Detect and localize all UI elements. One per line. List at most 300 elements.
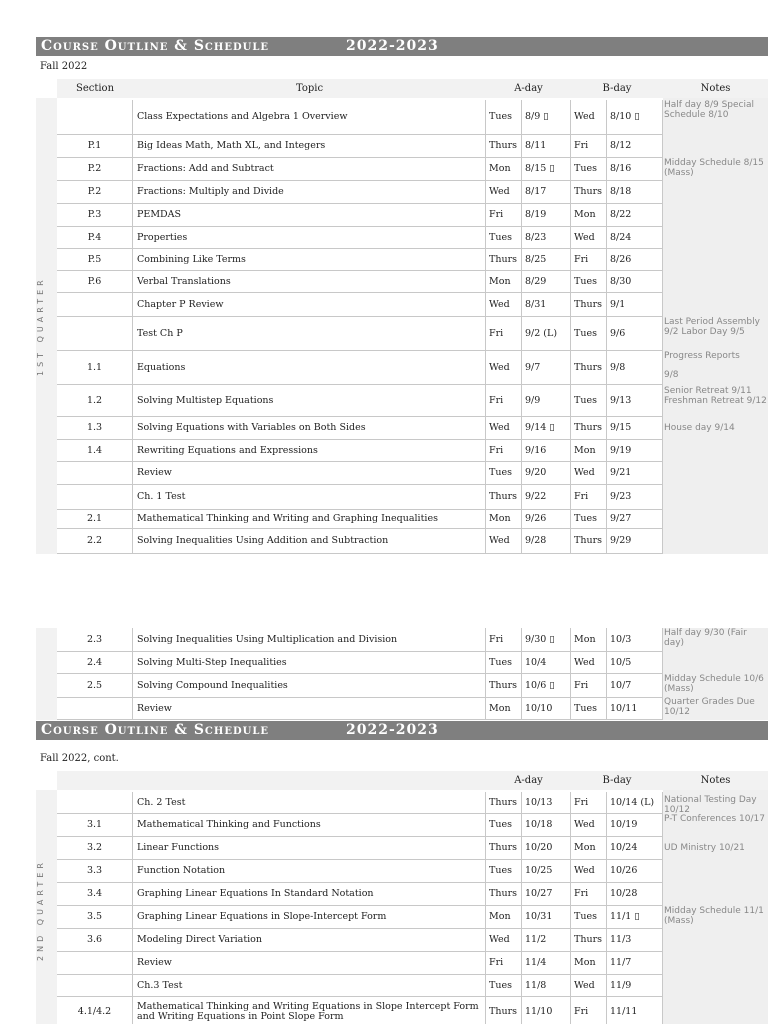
section-cell [57, 100, 133, 135]
a-date-cell-text: 10/4 [525, 656, 547, 668]
schedule-table-q2 [36, 771, 768, 1024]
b-date-cell [607, 837, 663, 860]
b-date-cell-text: 8/18 [610, 186, 632, 197]
note-text: Progress Reports [664, 351, 740, 361]
table-row [36, 417, 768, 440]
banner-year: 2022-2023 [346, 38, 439, 54]
a-day-cell-text: Fri [489, 633, 504, 645]
topic-cell [133, 698, 486, 720]
b-day-cell-text: Wed [574, 111, 595, 122]
b-date-cell-text: 11/7 [610, 957, 632, 968]
course-outline-banner [36, 37, 768, 56]
b-date-cell [607, 698, 663, 720]
table-row [36, 100, 768, 135]
topic-cell-text: Solving Inequalities Using Multiplication and Division [137, 633, 398, 645]
b-date-cell-text: 10/19 [610, 819, 638, 830]
b-date-cell [607, 417, 663, 440]
b-day-cell-text: Fri [574, 253, 589, 265]
a-day-cell-text: Fri [489, 209, 504, 220]
b-day-cell-text: Mon [574, 957, 596, 968]
table-row [36, 952, 768, 975]
table-row [36, 440, 768, 462]
note-text: Midday Schedule 10/6 (Mass) [664, 674, 764, 694]
b-date-cell-text: 11/11 [610, 1005, 638, 1017]
topic-cell-text: Mathematical Thinking and Writing and Graphing Inequalities [137, 513, 438, 524]
b-date-cell [607, 100, 663, 135]
topic-cell-text: Mathematical Thinking and Functions [137, 819, 321, 830]
b-date-cell [607, 814, 663, 837]
topic-cell-text: Combining Like Terms [137, 253, 246, 265]
note-text: Half day 8/9 Special Schedule 8/10 [664, 100, 754, 120]
topic-cell [133, 529, 486, 554]
topic-cell [133, 485, 486, 510]
a-date-cell [522, 837, 571, 860]
b-day-cell-text: Tues [574, 394, 597, 406]
section-cell-text: P.5 [87, 253, 102, 265]
b-date-cell-text: 9/19 [610, 444, 632, 456]
a-date-cell [522, 652, 571, 674]
topic-cell-text: Graphing Linear Equations in Slope-Intercept Form [137, 911, 387, 922]
section-cell-text: P.2 [87, 186, 102, 197]
a-date-cell [522, 814, 571, 837]
b-day-cell [571, 628, 607, 652]
topic-cell-text: Solving Multi-Step Inequalities [137, 656, 287, 668]
section-cell [57, 883, 133, 906]
section-cell-text: 3.4 [86, 888, 103, 899]
a-day-cell-text: Wed [489, 186, 510, 197]
b-day-cell [571, 860, 607, 883]
b-date-cell-text: 9/6 [610, 327, 626, 339]
section-cell [57, 792, 133, 814]
a-date-cell-text: 8/17 [525, 186, 547, 197]
a-day-cell [486, 792, 522, 814]
topic-cell-text: Review [137, 467, 172, 478]
b-day-cell-text: Tues [574, 275, 597, 287]
section-cell [57, 652, 133, 674]
a-date-cell [522, 485, 571, 510]
section-cell [57, 837, 133, 860]
b-date-cell [607, 135, 663, 158]
a-date-cell [522, 249, 571, 271]
schedule-table-cont [36, 628, 768, 720]
topic-cell-text: Review [137, 957, 172, 968]
a-day-cell [486, 698, 522, 720]
table-row [36, 351, 768, 385]
topic-cell [133, 929, 486, 952]
a-date-cell [522, 440, 571, 462]
section-cell [57, 462, 133, 485]
a-date-cell-text: 11/8 [525, 979, 547, 991]
b-date-cell-text: 8/12 [610, 140, 632, 151]
b-day-cell-text: Thurs [574, 934, 602, 945]
b-date-cell [607, 271, 663, 293]
b-day-cell-text: Wed [574, 467, 595, 478]
a-day-cell-text: Wed [489, 298, 510, 310]
a-day-cell [486, 271, 522, 293]
b-day-cell-text: Tues [574, 163, 597, 174]
a-date-cell-text: 10/27 [525, 888, 553, 899]
b-day-cell-text: Wed [574, 865, 595, 876]
b-day-cell [571, 485, 607, 510]
b-date-cell-text: 9/27 [610, 513, 632, 524]
a-day-cell [486, 462, 522, 485]
b-day-cell-text: Wed [574, 819, 595, 830]
a-date-cell-text: 10/18 [525, 819, 553, 830]
topic-cell [133, 837, 486, 860]
a-date-cell [522, 529, 571, 554]
a-day-cell [486, 529, 522, 554]
a-day-cell [486, 652, 522, 674]
table-row [36, 293, 768, 317]
b-date-cell [607, 906, 663, 929]
topic-cell [133, 883, 486, 906]
header-notes: Notes [663, 79, 768, 98]
a-date-cell-text: 9/14 ▯ [525, 422, 555, 433]
b-date-cell-text: 9/15 [610, 422, 632, 433]
b-date-cell-text: 10/26 [610, 865, 638, 876]
b-day-cell-text: Thurs [574, 535, 602, 546]
b-date-cell-text: 9/8 [610, 361, 626, 373]
a-day-cell-text: Thurs [489, 842, 517, 853]
topic-cell [133, 628, 486, 652]
b-day-cell-text: Mon [574, 209, 596, 220]
b-date-cell-text: 9/23 [610, 491, 632, 502]
header-notes: Notes [663, 771, 768, 790]
b-day-cell-text: Thurs [574, 422, 602, 433]
a-date-cell-text: 11/10 [525, 1005, 553, 1017]
a-day-cell [486, 204, 522, 227]
b-date-cell-text: 8/10 ▯ [610, 111, 640, 122]
topic-cell [133, 674, 486, 698]
section-cell [57, 929, 133, 952]
b-day-cell [571, 351, 607, 385]
b-day-cell-text: Tues [574, 327, 597, 339]
a-day-cell [486, 997, 522, 1024]
note-text: P-T Conferences 10/17 [664, 814, 765, 824]
b-day-cell [571, 975, 607, 997]
section-cell [57, 249, 133, 271]
a-day-cell-text: Tues [489, 656, 512, 668]
b-date-cell-text: 8/24 [610, 231, 632, 243]
section-cell [57, 860, 133, 883]
topic-cell-text: Equations [137, 361, 186, 373]
section-cell-text: P.4 [87, 231, 102, 243]
b-date-cell-text: 8/30 [610, 275, 632, 287]
topic-cell-text: Solving Multistep Equations [137, 394, 274, 406]
a-date-cell [522, 792, 571, 814]
quarter-label-2: 2ND QUARTER [36, 859, 45, 961]
b-day-cell-text: Fri [574, 796, 589, 808]
a-day-cell [486, 674, 522, 698]
topic-cell-text: Solving Inequalities Using Addition and Subtraction [137, 535, 389, 546]
a-day-cell [486, 100, 522, 135]
note-text: UD Ministry 10/21 [664, 843, 745, 853]
topic-cell [133, 227, 486, 249]
table-row [36, 249, 768, 271]
b-date-cell-text: 11/9 [610, 979, 632, 991]
topic-cell-text: Rewriting Equations and Expressions [137, 444, 318, 456]
table-row [36, 385, 768, 417]
table-header-2 [36, 771, 768, 790]
b-date-cell-text: 11/1 ▯ [610, 911, 640, 922]
topic-cell-text: Function Notation [137, 865, 226, 876]
note-text: House day 9/14 [664, 423, 735, 433]
a-date-cell [522, 204, 571, 227]
a-date-cell-text: 9/26 [525, 513, 547, 524]
a-day-cell [486, 628, 522, 652]
header-topic: Topic [133, 79, 486, 98]
section-cell-text: 3.3 [86, 865, 103, 876]
a-day-cell-text: Wed [489, 361, 510, 373]
section-cell-text: 3.6 [86, 934, 103, 945]
a-date-cell-text: 9/16 [525, 444, 547, 456]
section-cell-text: 2.2 [86, 535, 103, 546]
a-day-cell-text: Mon [489, 702, 511, 714]
a-date-cell [522, 997, 571, 1024]
section-cell [57, 952, 133, 975]
b-date-cell-text: 10/28 [610, 888, 638, 899]
a-date-cell [522, 462, 571, 485]
a-date-cell [522, 135, 571, 158]
b-date-cell [607, 883, 663, 906]
a-date-cell-text: 10/20 [525, 842, 553, 853]
a-day-cell [486, 952, 522, 975]
section-cell [57, 814, 133, 837]
topic-cell-text: Review [137, 702, 172, 714]
b-date-cell [607, 181, 663, 204]
section-cell-text: 1.4 [86, 444, 103, 456]
b-date-cell-text: 9/1 [610, 298, 626, 310]
header-b-day: B-day [571, 771, 663, 790]
b-date-cell-text: 10/7 [610, 679, 632, 691]
a-day-cell-text: Wed [489, 422, 510, 433]
a-day-cell [486, 249, 522, 271]
topic-cell [133, 510, 486, 529]
b-date-cell-text: 9/21 [610, 467, 632, 478]
note-text: Half day 9/30 (Fair day) [664, 628, 747, 648]
b-date-cell-text: 11/3 [610, 934, 632, 945]
topic-cell-text: Test Ch P [137, 327, 183, 339]
b-day-cell [571, 837, 607, 860]
b-date-cell [607, 385, 663, 417]
note-text: Midday Schedule 11/1 (Mass) [664, 906, 764, 926]
schedule-table-q1 [36, 79, 768, 555]
section-cell-text: 3.2 [86, 842, 103, 853]
b-date-cell [607, 204, 663, 227]
b-day-cell-text: Mon [574, 633, 596, 645]
table-row [36, 510, 768, 529]
a-date-cell [522, 952, 571, 975]
note-text: Midday Schedule 8/15 (Mass) [664, 158, 764, 178]
b-day-cell-text: Tues [574, 513, 597, 524]
b-day-cell-text: Fri [574, 679, 589, 691]
topic-cell [133, 440, 486, 462]
table-header [36, 79, 768, 98]
a-date-cell-text: 9/30 ▯ [525, 633, 555, 645]
topic-cell-text: Fractions: Multiply and Divide [137, 186, 284, 197]
a-day-cell [486, 814, 522, 837]
b-date-cell-text: 8/16 [610, 163, 632, 174]
b-day-cell-text: Tues [574, 911, 597, 922]
header-b-day: B-day [571, 79, 663, 98]
table-row [36, 814, 768, 837]
banner-title: Course Outline & Schedule [41, 722, 270, 738]
a-date-cell-text: 8/29 [525, 275, 547, 287]
b-day-cell [571, 293, 607, 317]
section-cell-text: P.6 [87, 275, 102, 287]
a-day-cell-text: Tues [489, 467, 512, 478]
b-day-cell [571, 952, 607, 975]
b-day-cell [571, 249, 607, 271]
a-date-cell-text: 8/15 ▯ [525, 163, 555, 174]
quarter-label: 1ST QUARTER [36, 276, 45, 376]
b-date-cell [607, 227, 663, 249]
topic-cell [133, 271, 486, 293]
a-day-cell [486, 485, 522, 510]
topic-cell [133, 792, 486, 814]
section-cell-text: 1.1 [86, 361, 103, 373]
table-row [36, 158, 768, 181]
section-cell [57, 674, 133, 698]
a-date-cell [522, 698, 571, 720]
course-outline-banner-2 [36, 721, 768, 740]
topic-cell-text: Linear Functions [137, 842, 220, 853]
a-date-cell [522, 510, 571, 529]
section-cell [57, 628, 133, 652]
b-day-cell [571, 462, 607, 485]
a-date-cell [522, 293, 571, 317]
a-date-cell [522, 181, 571, 204]
a-day-cell-text: Tues [489, 231, 512, 243]
b-day-cell [571, 510, 607, 529]
table-row [36, 674, 768, 698]
b-date-cell [607, 628, 663, 652]
a-date-cell-text: 8/19 [525, 209, 547, 220]
a-day-cell [486, 293, 522, 317]
section-cell-text: 2.5 [86, 679, 103, 691]
term-label: Fall 2022 [40, 61, 88, 72]
topic-cell-text: Mathematical Thinking and Writing Equations in Slope Intercept Form and Writing Equations in Point Slope Form [137, 1000, 479, 1022]
a-day-cell-text: Wed [489, 535, 510, 546]
a-day-cell-text: Thurs [489, 888, 517, 899]
section-cell [57, 417, 133, 440]
a-day-cell-text: Tues [489, 865, 512, 876]
b-date-cell [607, 317, 663, 351]
b-day-cell [571, 417, 607, 440]
b-day-cell [571, 181, 607, 204]
note-text: Last Period Assembly 9/2 Labor Day 9/5 [664, 317, 760, 337]
a-date-cell [522, 417, 571, 440]
topic-cell [133, 975, 486, 997]
topic-cell [133, 317, 486, 351]
a-day-cell [486, 135, 522, 158]
b-day-cell-text: Tues [574, 702, 597, 714]
a-date-cell-text: 10/31 [525, 911, 553, 922]
b-day-cell-text: Mon [574, 444, 596, 456]
b-day-cell [571, 814, 607, 837]
topic-cell-text: Modeling Direct Variation [137, 934, 263, 945]
a-date-cell-text: 8/25 [525, 253, 547, 265]
section-cell [57, 317, 133, 351]
table-row [36, 204, 768, 227]
table-row [36, 698, 768, 720]
section-cell [57, 440, 133, 462]
banner-year: 2022-2023 [346, 722, 439, 738]
a-date-cell-text: 10/25 [525, 865, 553, 876]
a-day-cell-text: Fri [489, 394, 504, 406]
b-date-cell [607, 674, 663, 698]
a-date-cell-text: 8/31 [525, 298, 547, 310]
section-cell [57, 485, 133, 510]
a-day-cell [486, 860, 522, 883]
a-date-cell-text: 8/23 [525, 231, 547, 243]
topic-cell [133, 997, 486, 1024]
a-day-cell [486, 317, 522, 351]
a-day-cell [486, 510, 522, 529]
topic-cell [133, 417, 486, 440]
topic-cell [133, 906, 486, 929]
b-day-cell [571, 204, 607, 227]
topic-cell-text: Ch. 2 Test [137, 796, 186, 808]
topic-cell [133, 135, 486, 158]
a-day-cell-text: Thurs [489, 140, 517, 151]
a-date-cell-text: 9/28 [525, 535, 547, 546]
table-row [36, 462, 768, 485]
b-date-cell [607, 652, 663, 674]
b-day-cell-text: Thurs [574, 361, 602, 373]
a-day-cell-text: Mon [489, 163, 511, 174]
b-date-cell [607, 249, 663, 271]
section-cell [57, 510, 133, 529]
section-cell [57, 181, 133, 204]
b-day-cell-text: Thurs [574, 298, 602, 310]
a-day-cell [486, 181, 522, 204]
b-date-cell-text: 10/24 [610, 842, 638, 853]
table-row [36, 860, 768, 883]
a-day-cell-text: Thurs [489, 491, 517, 502]
a-day-cell [486, 975, 522, 997]
table-row [36, 652, 768, 674]
b-day-cell [571, 997, 607, 1024]
a-day-cell-text: Thurs [489, 253, 517, 265]
section-cell [57, 293, 133, 317]
a-date-cell [522, 860, 571, 883]
a-day-cell [486, 385, 522, 417]
banner-title: Course Outline & Schedule [41, 38, 270, 54]
b-date-cell [607, 792, 663, 814]
section-cell-text: P.1 [87, 140, 102, 151]
a-date-cell [522, 271, 571, 293]
topic-cell-text: Class Expectations and Algebra 1 Overview [137, 111, 348, 122]
a-day-cell-text: Tues [489, 979, 512, 991]
a-day-cell [486, 883, 522, 906]
header-section: Section [57, 79, 133, 98]
b-day-cell-text: Fri [574, 140, 589, 151]
a-day-cell-text: Fri [489, 327, 504, 339]
section-cell [57, 975, 133, 997]
a-day-cell [486, 351, 522, 385]
a-day-cell [486, 227, 522, 249]
a-date-cell [522, 227, 571, 249]
table-row [36, 529, 768, 554]
a-day-cell [486, 837, 522, 860]
section-cell-text: 1.3 [86, 422, 103, 433]
a-date-cell [522, 883, 571, 906]
b-date-cell-text: 10/5 [610, 656, 632, 668]
table-row [36, 975, 768, 997]
b-day-cell [571, 385, 607, 417]
b-date-cell [607, 952, 663, 975]
